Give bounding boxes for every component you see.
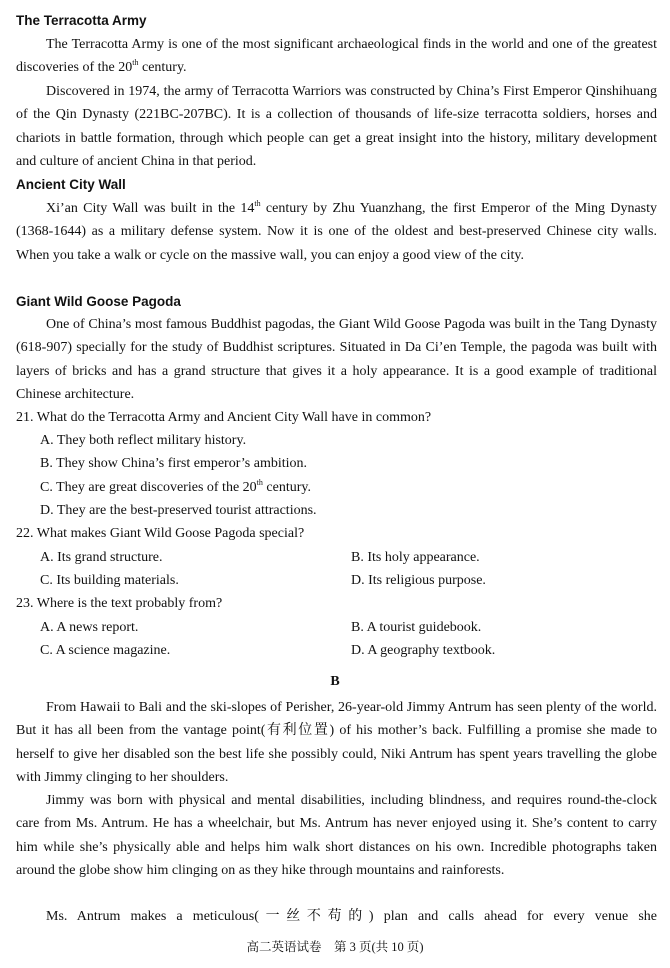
question-22-option-c[interactable]: C. Its building materials. — [40, 573, 179, 588]
question-22-stem: 22. What makes Giant Wild Goose Pagoda special? — [16, 526, 305, 541]
page-footer: 高二英语试卷 第 3 页(共 10 页) — [246, 940, 424, 954]
question-23-option-b[interactable]: B. A tourist guidebook. — [351, 620, 482, 635]
paragraph-b-2: Jimmy was born with physical and mental disabilities, including blindness, and requires round-the-clock care from Ms. Antrum. He has a wheelchair, but Ms. Antrum has never enjoyed using it. She’s content to carry him while she’s physically able and helps him walk short distances on his own. Incredible photographs taken around the globe show him clinging on as they hike through mountains and rainforests. — [16, 793, 657, 878]
question-23-option-d[interactable]: D. A geography textbook. — [351, 643, 496, 658]
question-21-option-c[interactable]: C. They are great discoveries of the 20th century. — [40, 478, 311, 495]
question-23-option-a[interactable]: A. A news report. — [40, 620, 139, 635]
paragraph-terracotta-1: The Terracotta Army is one of the most significant archaeological finds in the world and one of the greatest discoveries of the 20th century. — [16, 37, 657, 76]
heading-ancient-city-wall: Ancient City Wall — [16, 177, 126, 192]
question-22-option-d[interactable]: D. Its religious purpose. — [351, 573, 486, 588]
question-23-option-c[interactable]: C. A science magazine. — [40, 643, 171, 658]
question-22-option-a[interactable]: A. Its grand structure. — [40, 550, 163, 565]
question-21-stem: 21. What do the Terracotta Army and Ancient City Wall have in common? — [16, 410, 432, 425]
heading-giant-wild-goose-pagoda: Giant Wild Goose Pagoda — [16, 294, 181, 309]
paragraph-city-wall: Xi’an City Wall was built in the 14th century by Zhu Yuanzhang, the first Emperor of the Ming Dynasty (1368-1644) as a military defense system. Now it is one of the oldest and best-preserved Chinese city walls. When you take a walk or cycle on the massive wall, you can enjoy a good view of the city. — [16, 199, 657, 263]
question-21-option-b[interactable]: B. They show China’s first emperor’s ambition. — [40, 456, 308, 471]
heading-terracotta-army: The Terracotta Army — [16, 13, 147, 28]
question-22-option-b[interactable]: B. Its holy appearance. — [351, 550, 480, 565]
section-b-label: B — [330, 674, 340, 689]
paragraph-terracotta-2: Discovered in 1974, the army of Terracotta Warriors was constructed by China’s First Emperor Qinshihuang of the Qin Dynasty (221BC-207BC). It is a collection of thousands of life-size terracotta soldiers, horses and chariots in battle formation, through which people can get a great insight into the history, military development and culture of ancient China in that period. — [16, 84, 657, 169]
question-21-option-a[interactable]: A. They both reflect military history. — [40, 433, 247, 448]
paragraph-pagoda: One of China’s most famous Buddhist pagodas, the Giant Wild Goose Pagoda was built in the Tang Dynasty (618-907) specially for the study of Buddhist scriptures. Situated in Da Ci’en Temple, the pagoda was built with layers of bricks and has a grand structure that gives it a holy appearance. It is a good example of traditional Chinese architecture. — [16, 317, 657, 402]
question-21-option-d[interactable]: D. They are the best-preserved tourist attractions. — [40, 503, 317, 518]
question-23-stem: 23. Where is the text probably from? — [16, 596, 223, 611]
paragraph-b-3: Ms. Antrum makes a meticulous(一丝不苟的) plan and calls ahead for every venue she — [46, 909, 657, 924]
paragraph-b-1: From Hawaii to Bali and the ski-slopes of Perisher, 26-year-old Jimmy Antrum has seen plenty of the world. But it has all been from the vantage point(有利位置) of his mother’s back. Fulfilling a promise she made to herself to give her disabled son the best life she possibly could, Niki Antrum has spent years travelling the globe with Jimmy clinging to her shoulders. — [16, 700, 657, 785]
